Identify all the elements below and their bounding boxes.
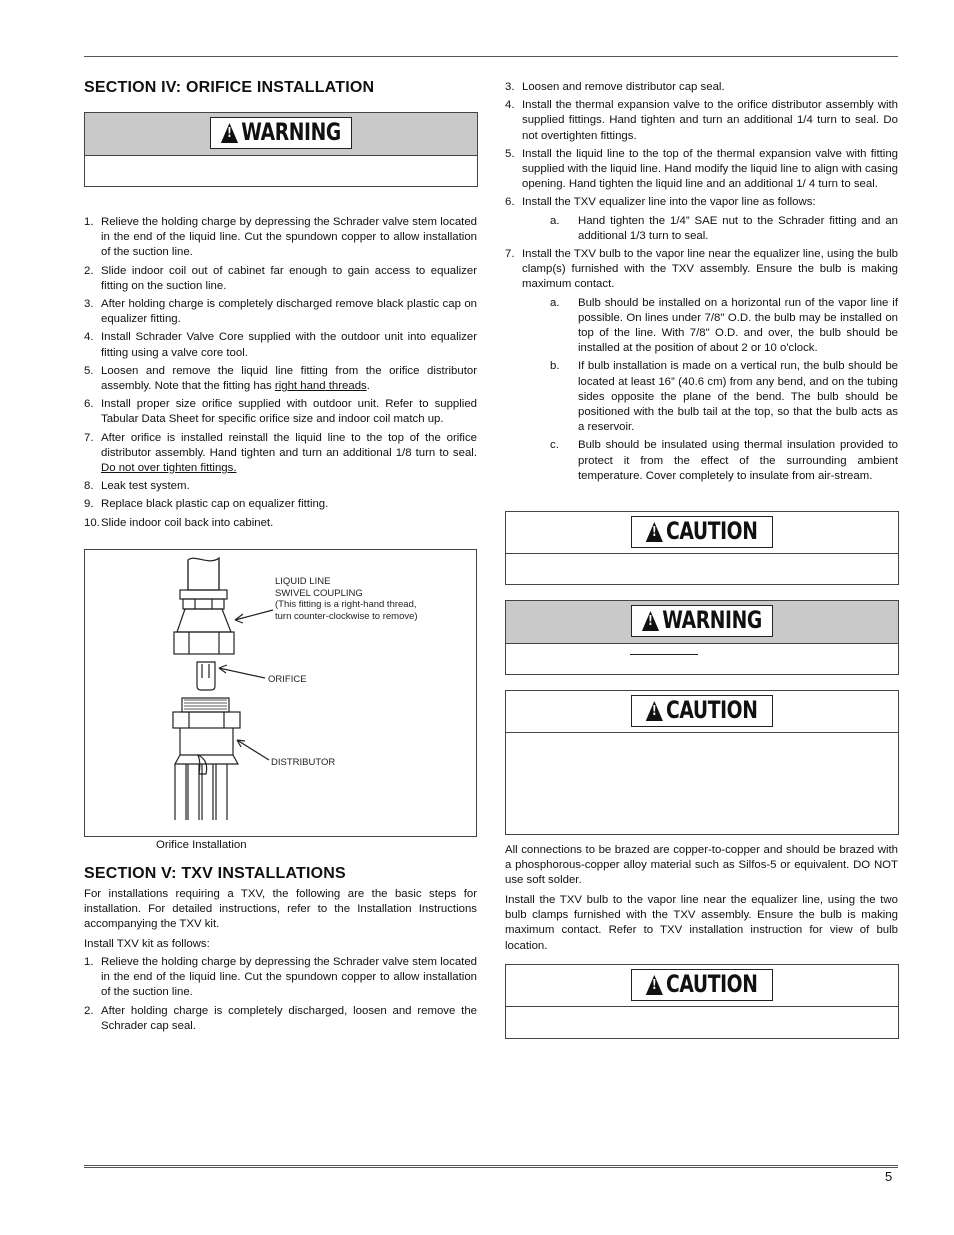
list-item: 6. Install proper size orifice supplied with outdoor unit. Refer to supplied Tabular Data Sheet for specific orifice size and indoor coil match up.	[84, 398, 477, 426]
distributor-label: DISTRIBUTOR	[271, 757, 336, 768]
list-item: 3. Loosen and remove distributor cap seal.	[505, 81, 725, 93]
right-hand-threads-note: right hand threads	[274, 380, 367, 393]
section-v-title: SECTION V: TXV INSTALLATIONS	[84, 865, 346, 882]
list-item: 9. Replace black plastic cap on equalizer fitting.	[84, 498, 329, 511]
warning-triangle-icon	[642, 611, 659, 631]
warning-box-orifice	[84, 112, 478, 187]
underline-mark	[630, 654, 698, 655]
list-item: 5. Install the liquid line to the top of the thermal expansion valve with fitting supplied with the liquid line. Hand modify the liquid line to align with casing opening. Hand tighten the liquid line and an additional 1/ 4 turn to seal.	[505, 147, 898, 191]
list-item: 2. After holding charge is completely discharged, loosen and remove the Schrader cap seal.	[84, 1004, 477, 1032]
warning-box-txv	[505, 600, 899, 675]
txv-steps-left	[84, 955, 477, 1037]
coupling-label: LIQUID LINE SWIVEL COUPLING (This fitting is a right-hand thread, turn counter-clockwise to remove)	[275, 576, 418, 622]
step7-sublist	[522, 296, 898, 484]
page-number: 5	[885, 1169, 893, 1184]
list-item: 5. Loosen and remove the liquid line fitting from the orifice distributor assembly. Note that the fitting has right hand threads.	[84, 364, 477, 393]
list-item: 4. Install the thermal expansion valve to the orifice distributor assembly with supplied fittings. Hand tighten and turn an additional 1/4 turn to seal. Do not overtighten fittings.	[505, 99, 898, 142]
orifice-installation-figure	[84, 549, 477, 837]
orifice-steps	[84, 215, 477, 534]
list-item: 7. After orifice is installed reinstall the liquid line to the top of the orifice distributor assembly. Hand tighten and turn an additional 1/8 turn to seal. Do not over tighten fittings.	[84, 431, 477, 475]
list-item: 7. Install the TXV bulb to the vapor line near the equalizer line, using the bulb clamp(s) furnished with the TXV assembly. Ensure the bulb is making maximum contact. a. Bulb should be installed on a horizontal run of the vapor line if possible. On lines under 7/8" O.D. the bulb may be installed on top of the line. With 7/8" O.D. and over, the bulb should be installed at the position of about 2 or 10 o'clock. b. If bulb installation is made on a vertical run, the bulb should be located at least 16” (40.6 cm) from any bend, and on the tubing sides opposite the plane of the bend. The bulb should be positioned with the bulb tail at the top, so that the bulb acts as a reservoir. c. Bulb should be insulated using thermal insulation provided to protect it from the effect of the surrounding ambient temperature. Cover completely to insulate from air-stream.	[505, 247, 898, 484]
warning-triangle-icon	[221, 123, 238, 143]
section-iv-title: SECTION IV: ORIFICE INSTALLATION	[84, 79, 375, 96]
orifice-label: ORIFICE	[268, 674, 307, 685]
list-item: 2. Slide indoor coil out of cabinet far enough to gain access to equalizer fitting on the suction line.	[84, 264, 477, 292]
list-item: 1. Relieve the holding charge by depressing the Schrader valve stem located in the end of the liquid line. Cut the spundown copper to allow installation of the suction line.	[84, 956, 477, 999]
txv-intro: For installations requiring a TXV, the following are the basic steps for installation. For detailed instructions, refer to the Installation Instructions accompanying the TXV kit.	[84, 888, 477, 931]
warning-sign: ! WARNING	[631, 605, 773, 637]
txv-steps-right	[505, 80, 898, 487]
list-item: 8. Leak test system.	[84, 480, 190, 493]
list-item: 6. Install the TXV equalizer line into the vapor line as follows: a. Hand tighten the 1/4” SAE nut to the Schrader fitting and an additional 1/3 turn to seal.	[505, 195, 898, 244]
caution-sign: ! CAUTION	[631, 969, 773, 1001]
list-item: b. If bulb installation is made on a vertical run, the bulb should be located at least 16” (40.6 cm) from any bend, and on the tubing sides opposite the plane of the bend. The bulb should be positioned with the bulb tail at the top, so that the bulb acts as a reservoir.	[550, 360, 898, 434]
caution-box-1	[505, 511, 899, 585]
footer-rule	[84, 1165, 898, 1168]
brazing-paragraph: All connections to be brazed are copper-to-copper and should be brazed with a phosphorous-copper alloy material such as Silfos-5 or equivalent. DO NOT use soft solder.	[505, 844, 898, 887]
list-item: a. Bulb should be installed on a horizontal run of the vapor line if possible. On lines under 7/8" O.D. the bulb may be installed on top of the line. With 7/8" O.D. and over, the bulb should be installed at the position of about 2 or 10 o'clock.	[550, 296, 898, 355]
list-item: 10. Slide indoor coil back into cabinet.	[84, 516, 274, 529]
caution-box-2	[505, 690, 899, 835]
header-rule	[84, 56, 898, 57]
caution-sign: ! CAUTION	[631, 516, 773, 548]
step6-sublist	[522, 214, 898, 244]
do-not-overtighten-note: Do not over tighten fittings.	[101, 462, 237, 475]
figure-caption: Orifice Installation	[156, 839, 247, 851]
list-item: 3. After holding charge is completely discharged remove black plastic cap on equalizer fitting.	[84, 298, 477, 326]
list-item: a. Hand tighten the 1/4” SAE nut to the Schrader fitting and an additional 1/3 turn to seal.	[550, 214, 898, 242]
list-item: c. Bulb should be insulated using thermal insulation provided to protect it from the effect of the surrounding ambient temperature. Cover completely to insulate from air-stream.	[550, 439, 898, 482]
caution-box-3	[505, 964, 899, 1039]
caution-triangle-icon	[646, 522, 663, 542]
bulb-paragraph: Install the TXV bulb to the vapor line near the equalizer line, using the two bulb clamps furnished with the TXV assembly. Ensure the bulb is making maximum contact. Refer to TXV installation instruction for view of bulb location.	[505, 894, 898, 952]
txv-install-as-follows: Install TXV kit as follows:	[84, 938, 210, 950]
list-item: 4. Install Schrader Valve Core supplied with the outdoor unit into equalizer fitting using a valve core tool.	[84, 331, 477, 359]
list-item: 1. Relieve the holding charge by depressing the Schrader valve stem located in the end of the liquid line. Cut the spundown copper to allow installation of the suction line.	[84, 216, 477, 259]
caution-triangle-icon	[646, 701, 663, 721]
caution-sign: ! CAUTION	[631, 695, 773, 727]
warning-sign: ! WARNING	[210, 117, 352, 149]
caution-triangle-icon	[646, 975, 663, 995]
